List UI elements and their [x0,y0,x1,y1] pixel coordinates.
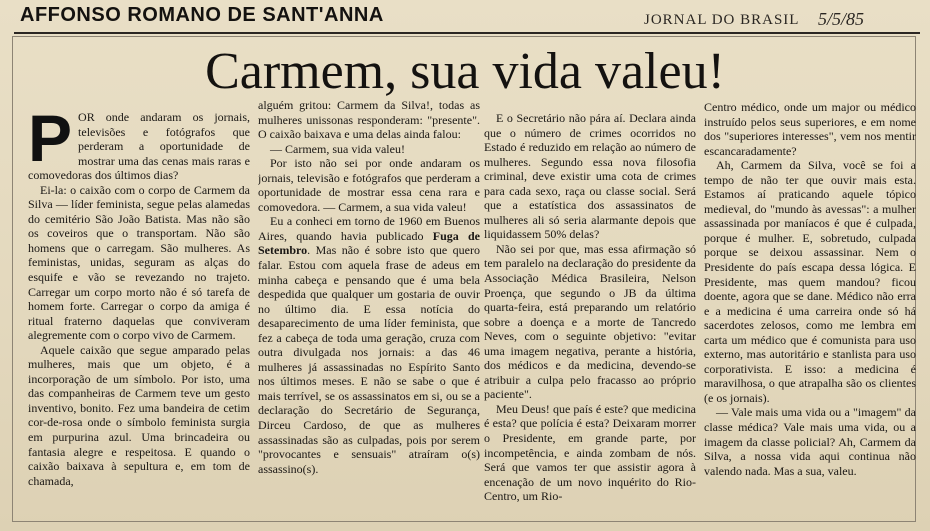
paragraph: Meu Deus! que país é este? que medicina é esta? que polícia é esta? Deixaram morrer o Presidente, em grande parte, por incompetência, e ainda zombam de nós. Será que vamos ter que assistir agora à encenação de um novo inquérito do Rio-Centro, um Rio- [484,401,696,504]
paragraph: Ah, Carmem da Silva, você se foi a tempo de não ter que ouvir mais esta. Estamos aí praticando aquele tópico medieval, do "mundo às avessas": a mulher assassinada por maníacos é que é culpada, porque é mulher. E, sobretudo, culpada porque se deixou assassinar. Nem o Presidente do país escapa dessa lógica. E Presidente, mas quem mandou? ficou doente, agora que se dane. Médico não erra e a medicina é uma carreira onde só há sacerdotes zelosos, como me lembra em carta um médico que é comunista para uso externo, mas autoritário e stanlista para uso corporativista. E isso: a medicina é maravilhosa, o que atrapalha são os clientes (e os jornais). [704,158,916,405]
paragraph: Aquele caixão que segue amparado pelas mulheres, mais que um objeto, é a incorporação de um símbolo. Por isto, uma das companheiras de Carmem teve um gesto inventivo, bonito. Fez uma bandeira de cetim cor-de-rosa onde o símbolo feminista surgia em purpurina azul. Uma brincadeira ou fantasia alegre e respeitosa. E quando o caixão baixava à sepultura e, em tom de chamada, [28,342,250,488]
article-column-1 [28,110,250,522]
paragraph-text: Eu a conheci em torno de 1960 em Buenos Aires, quando havia publicado [258,214,480,243]
book-title: Fuga de Setembro [258,228,480,258]
paragraph: alguém gritou: Carmem da Silva!, todas as mulheres unissonas responderam: "presente". O caixão baixava e uma delas ainda falou: [258,98,480,142]
drop-cap: P [28,110,73,175]
headline: Carmem, sua vida valeu! [205,43,725,100]
newspaper-name: JORNAL DO BRASIL [644,12,800,28]
article-column-2 [258,98,480,522]
paragraph-text: . Mas não é sobre isto que quero falar. Estou com aquela frase de adeus em minha cabeça e pensando que é uma bela despedida que qualquer um gostaria de ouvir no último dia. E essa notícia do desaparecimento de uma líder feminista, que fez a cabeça de toda uma geração, cruza com outra divulgada nos jornais: a das 46 mulheres já assassinadas no Espírito Santo nos últimos meses. E não se sabe o que é mais terrível, se os assassinatos em si, ou se a declaração do Secretário de Segurança, Dirceu Cardoso, de que as mulheres assassinadas são as culpadas, pois por serem "provocantes e sensuais" atraíram o(s) assassino(s). [258,243,480,476]
paragraph: Ei-la: o caixão com o corpo de Carmem da Silva — líder feminista, segue pelas alamedas do cemitério São João Batista. Mas não são os coveiros que o transportam. Não são homens que o carregam. São mulheres. As feministas, unidas, seguram as alças do esquife e vão se revezando no trajeto. Carregar um corpo morto não é só tarefa de homem forte. Carregar o corpo da amiga é ritual fraterno daquelas que conviveram alegremente com o corpo vivo de Carmem. [28,182,250,343]
paragraph: Não sei por que, mas essa afirmação só tem paralelo na declaração do presidente da Associação Médica Brasileira, Nelson Proença, que segundo o JB da última quarta-feira, está preparando um relatório sobre a doença e a morte de Tancredo Neves, com o seguinte objetivo: "evitar uma imagem negativa, perante a história, dos médicos e da medicina, devendo-se atribuir a culpa pelo fracasso ao próprio paciente". [484,241,696,402]
paragraph: Por isto não sei por onde andaram os jornais, televisão e fotógrafos que perderam a oportunidade de mostrar essa cena rara e comovedora. — Carmem, a sua vida valeu! [258,156,480,214]
author-byline: AFFONSO ROMANO DE SANT'ANNA [20,4,384,26]
paragraph [258,214,480,476]
paragraph-text: OR onde andaram os jornais, televisões e fotógrafos que perderam a oportunidade de mostrar uma das cenas mais raras e comovedoras dos últimos dias? [28,110,250,183]
paragraph: Centro médico, onde um major ou médico instruído pelos seus superiores, e em nome dos "superiores interesses", vem nos mentir escancaradamente? [704,100,916,158]
header-rule [14,32,920,34]
masthead [0,0,930,34]
article-column-4 [704,100,916,522]
paragraph: — Carmem, sua vida valeu! [270,141,405,156]
handwritten-date: 5/5/85 [818,9,865,29]
paragraph: E o Secretário não pára aí. Declara ainda que o número de crimes ocorridos no Estado é reduzido em relação ao número de mulheres. Segundo essa nova filosofia criminal, deve existir uma cota de crimes para cada sexo, raça ou classe social. Será que a estatística dos assassinatos de mulheres ali só seria alarmante depois que liquidassem 50% delas? [484,111,696,242]
article-column-3 [484,111,696,522]
paragraph: — Vale mais uma vida ou a "imagem" da classe médica? Vale mais uma vida, ou a imagem da classe policial? Ah, Carmem da Silva, a nossa vida aqui continua não valendo nada. Mas a sua, valeu. [704,405,916,478]
paragraph [28,110,250,183]
